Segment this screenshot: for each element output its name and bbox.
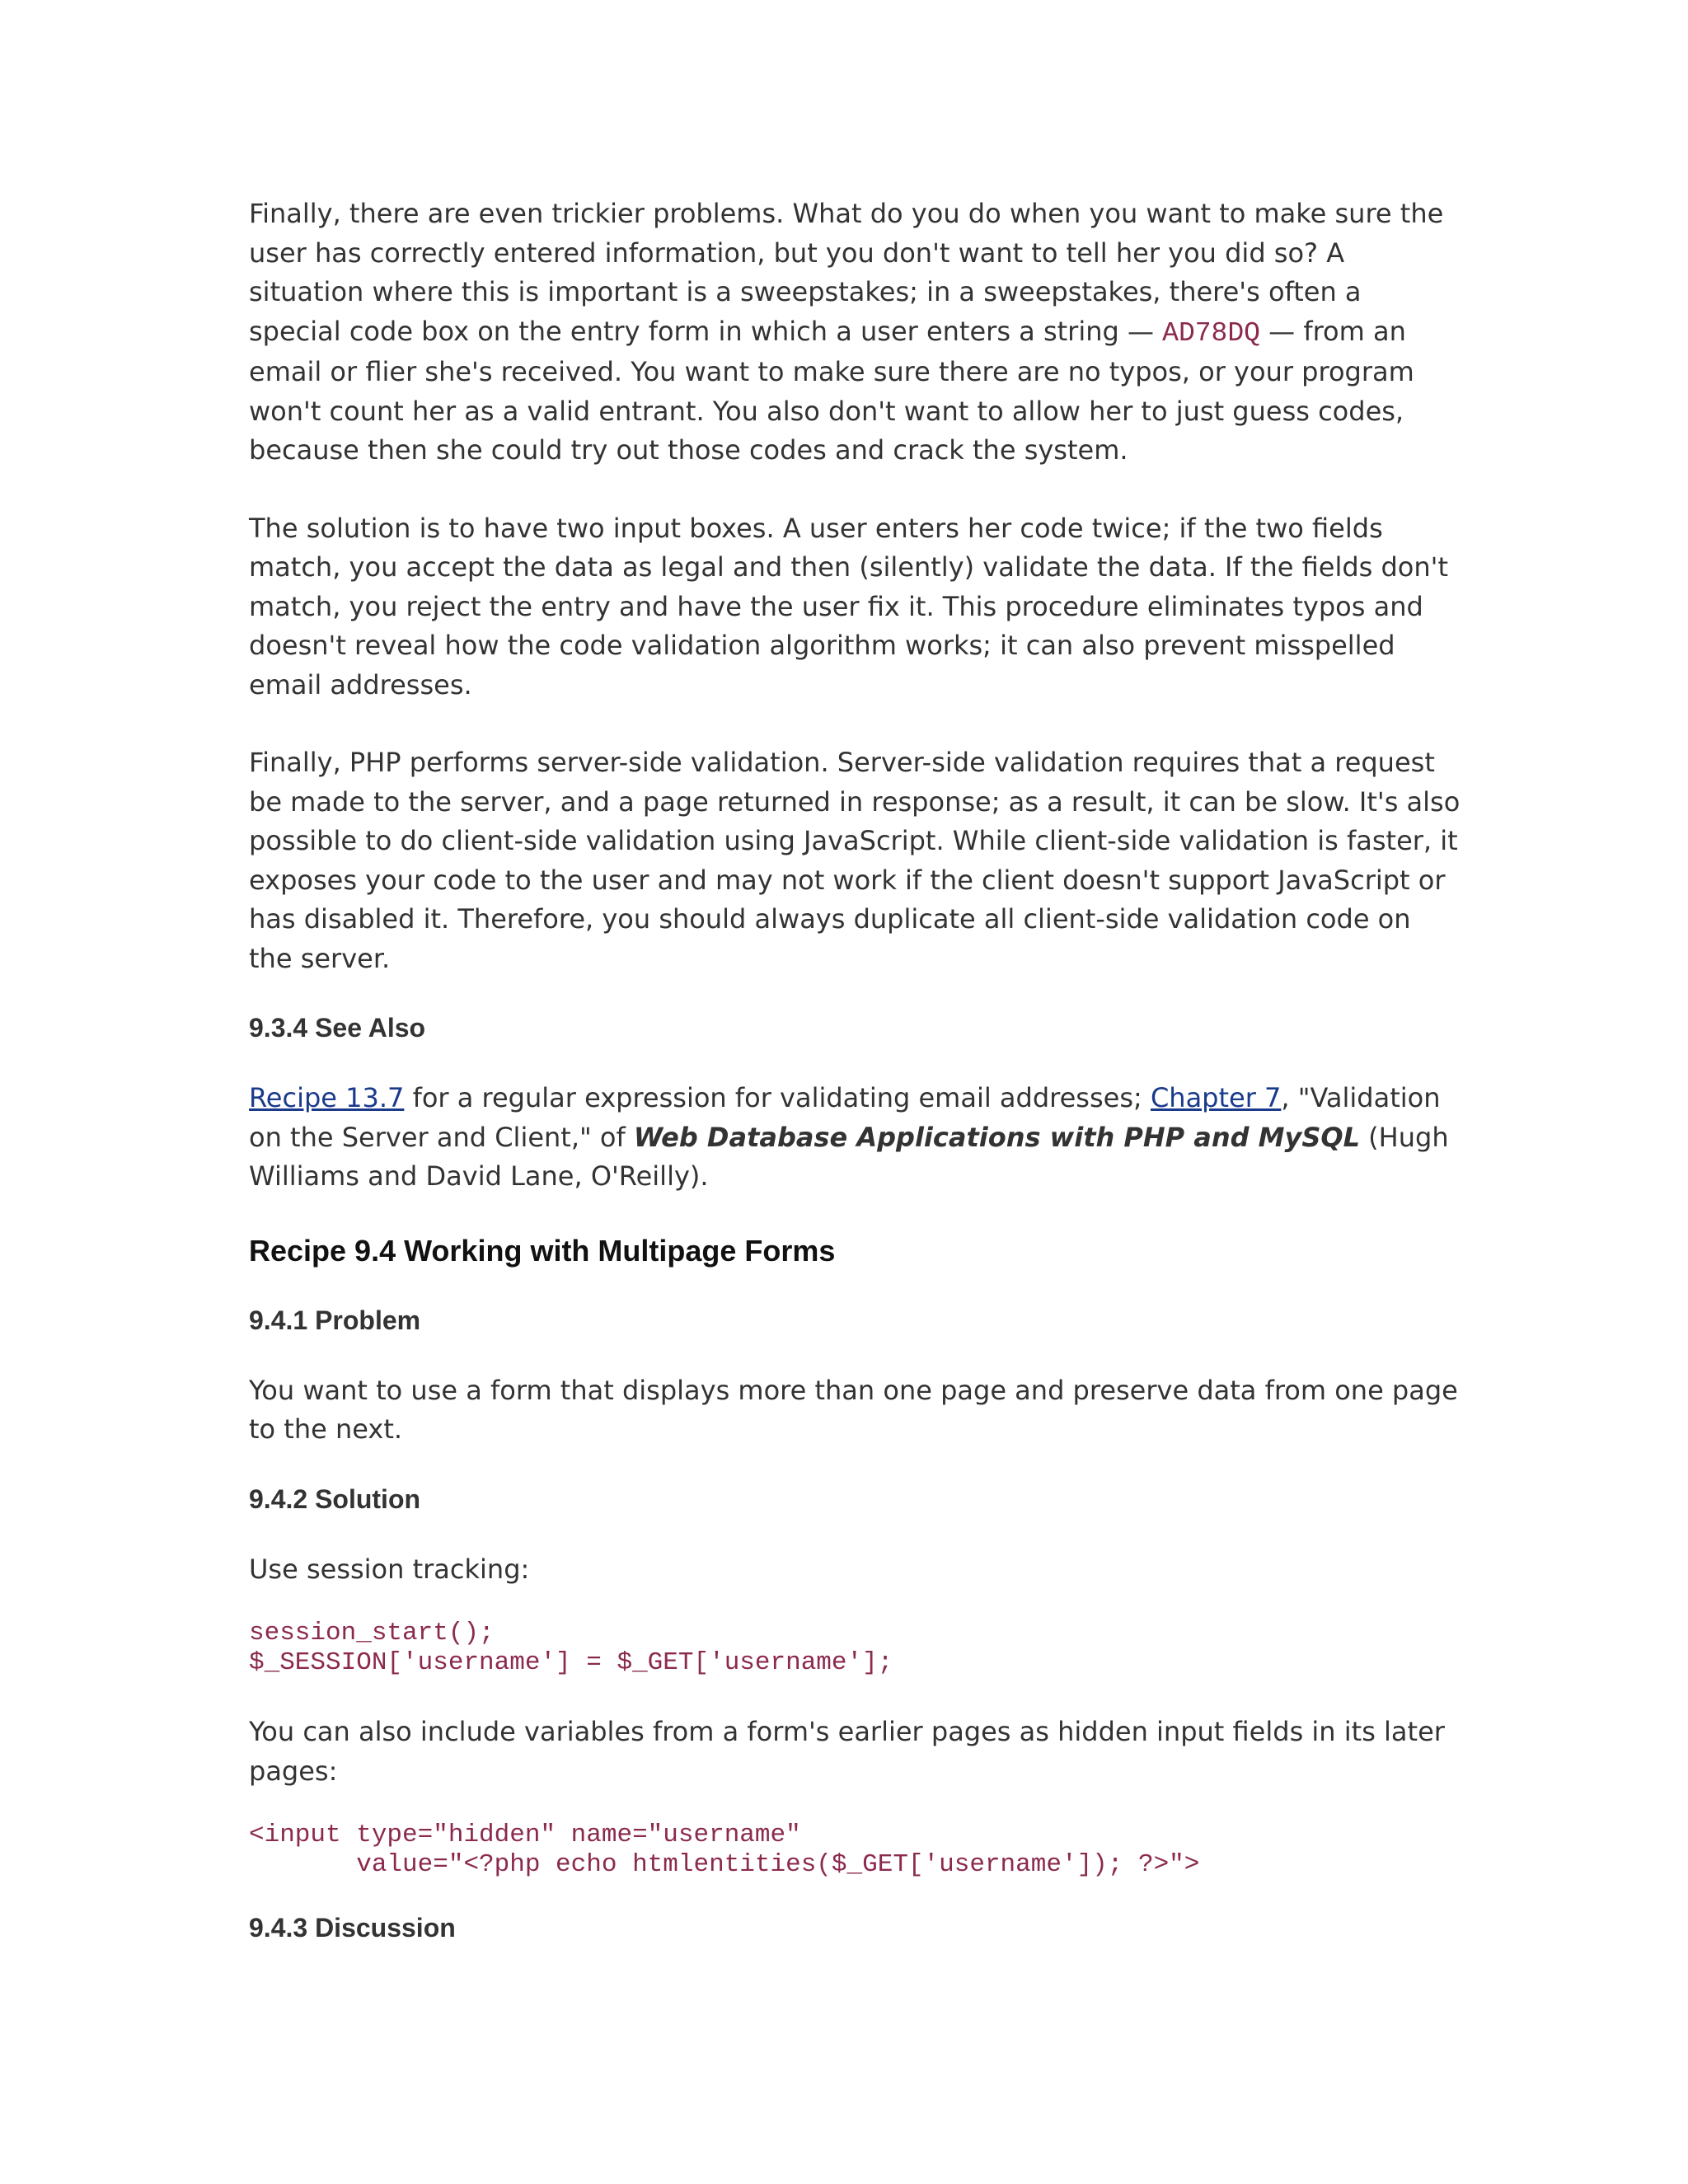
paragraph-text: Finally, there are even trickier problems. What do you do when you want to make sure the user has correctly entered information, but you don't want to tell her you did so? A situation where this is important is a sweepstakes; in a sweepstakes, there's often a special code box on the entry form in which a user enters a string — [249,198,1444,347]
paragraph-two-input-boxes: The solution is to have two input boxes. A user enters her code twice; if the two fields match, you accept the data as legal and then (silently) validate the data. If the fields don't match, you reject the entry and have the user fix it. This procedure eliminates typos and doesn't reveal how the code validation algorithm works; it can also prevent misspelled email addresses. [249,512,1448,701]
page-content [249,194,1461,1979]
paragraph-sweepstakes [249,194,1461,471]
problem-heading: 9.4.1 Problem [249,1305,421,1335]
see-also-heading: 9.3.4 See Also [249,1013,426,1043]
recipe-13-7-link[interactable]: Recipe 13.7 [249,1082,405,1113]
discussion-heading: 9.4.3 Discussion [249,1913,456,1943]
code-block-hidden-input: <input type="hidden" name="username" value="<?php echo htmlentities($_GET['username']); ?>"> [249,1821,1200,1879]
code-block-session: session_start(); $_SESSION['username'] = $_GET['username']; [249,1619,893,1677]
see-also-text: (Hugh Williams and David Lane, O'Reilly). [249,1121,1449,1192]
see-also-text: for a regular expression for validating email addresses; [404,1082,1151,1113]
solution-intro: Use session tracking: [249,1553,530,1585]
book-title: Web Database Applications with PHP and MySQL [633,1121,1360,1153]
paragraph-server-side-validation: Finally, PHP performs server-side validation. Server-side validation requires that a request be made to the server, and a page returned in response; as a result, it can be slow. It's also possible to do client-side validation using JavaScript. While client-side validation is faster, it exposes your code to the user and may not work if the client doesn't support JavaScript or has disabled it. Therefore, you should always duplicate all client-side validation code on the server. [249,747,1461,974]
recipe-title: Recipe 9.4 Working with Multipage Forms [249,1233,836,1268]
see-also-text: , "Validation on the Server and Client," of [249,1082,1441,1153]
solution-more-paragraph: You can also include variables from a form's earlier pages as hidden input fields in its later pages: [249,1716,1445,1787]
inline-code-sample: AD78DQ [1162,317,1260,349]
paragraph-text: — from an email or flier she's received. You want to make sure there are no typos, or your program won't count her as a valid entrant. You also don't want to allow her to just guess codes, because then she could try out those codes and crack the system. [249,315,1414,466]
chapter-7-link[interactable]: Chapter 7 [1150,1082,1282,1113]
solution-heading: 9.4.2 Solution [249,1483,421,1514]
see-also-paragraph [249,1079,1461,1197]
problem-paragraph: You want to use a form that displays more than one page and preserve data from one page to the next. [249,1374,1458,1445]
